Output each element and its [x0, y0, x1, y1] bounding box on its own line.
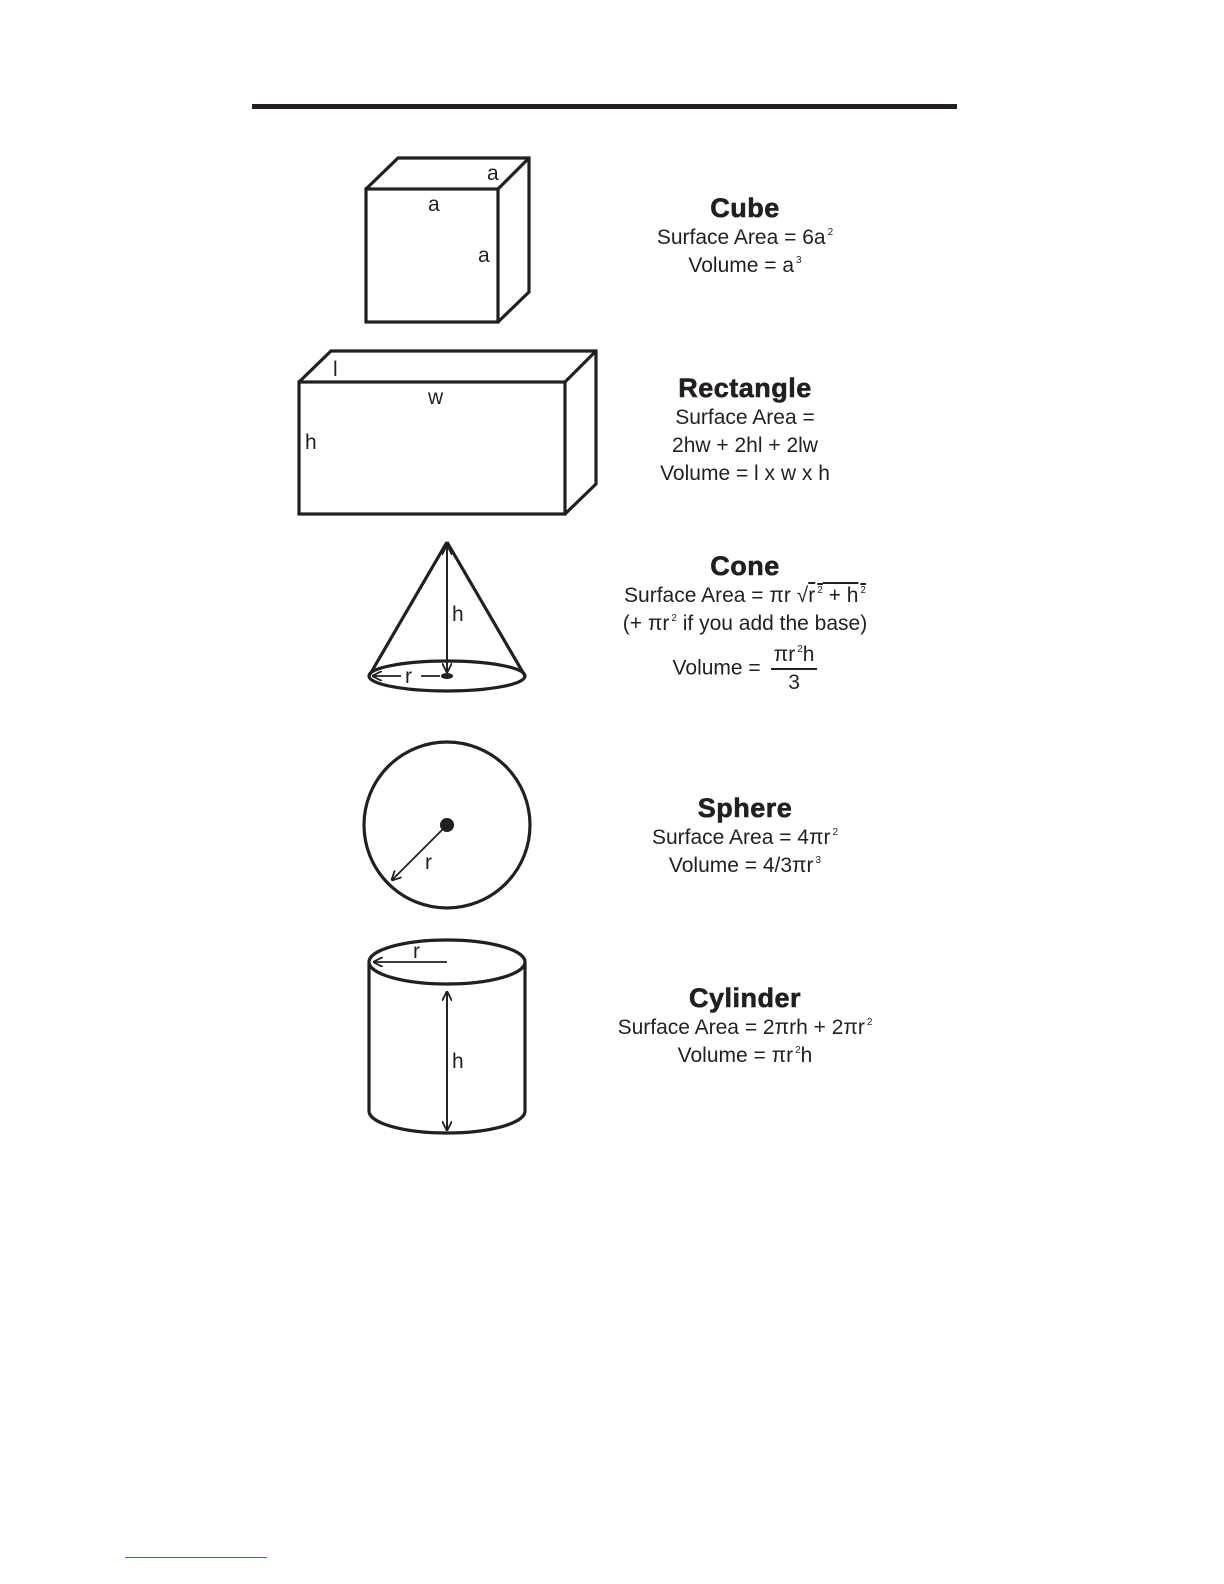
sphere-formulas [565, 792, 925, 880]
cylinder-label-height: h [452, 1050, 464, 1073]
cone-volume: Volume = $\frac{\pi r ^2h}{3}$ [565, 642, 925, 696]
rectangle-surface-area-label: Surface Area = [675, 406, 815, 429]
rect-label-height: h [305, 431, 317, 454]
rectangle-volume: Volume = l x w x h [660, 462, 830, 485]
cone-formulas [565, 550, 925, 696]
cylinder-drawing [369, 940, 525, 1133]
cube-label-top: a [487, 162, 499, 185]
cone-surface-area: Surface Area = πr √r $^2$ + h $^2$ [624, 584, 866, 607]
cube-label-front: a [428, 193, 440, 216]
sphere-drawing [364, 742, 530, 908]
cone-title: Cone [710, 551, 780, 581]
sphere-volume: Volume = 4/3πr $^3$ [668, 854, 822, 877]
rect-label-length: l [333, 358, 338, 381]
cube-label-side: a [478, 244, 490, 267]
cylinder-volume: Volume = πr $^2$h [677, 1044, 813, 1067]
cube-formulas [565, 192, 925, 280]
cone-label-radius: r [405, 665, 412, 688]
cube-title: Cube [710, 193, 780, 223]
sphere-title: Sphere [697, 793, 793, 823]
rect-label-width: w [428, 386, 444, 409]
sphere-label-radius: r [425, 851, 432, 874]
cube-surface-area: Surface Area = 6a $^2$ [656, 226, 834, 249]
cylinder-title: Cylinder [688, 983, 802, 1013]
rectangle-formulas [565, 372, 925, 488]
cone-volume-fraction: $\frac{\pi r ^2h}{3}$ [771, 642, 818, 696]
cylinder-label-radius: r [413, 940, 420, 963]
cone-label-height: h [452, 603, 464, 626]
cube-drawing [366, 158, 529, 322]
cylinder-surface-area: Surface Area = 2πrh + 2πr $^2$ [617, 1016, 873, 1039]
rectangle-surface-area-formula: 2hw + 2hl + 2lw [672, 434, 818, 457]
cone-base-note: (+ πr $^2$ if you add the base) [622, 612, 868, 635]
footer-link-underline[interactable] [125, 1557, 267, 1558]
rectangle-drawing [299, 351, 596, 514]
sphere-surface-area: Surface Area = 4πr $^2$ [651, 826, 839, 849]
cube-volume: Volume = a $^3$ [688, 254, 802, 277]
cone-drawing [369, 542, 525, 691]
rectangle-title: Rectangle [678, 373, 812, 403]
cylinder-formulas [565, 982, 925, 1070]
